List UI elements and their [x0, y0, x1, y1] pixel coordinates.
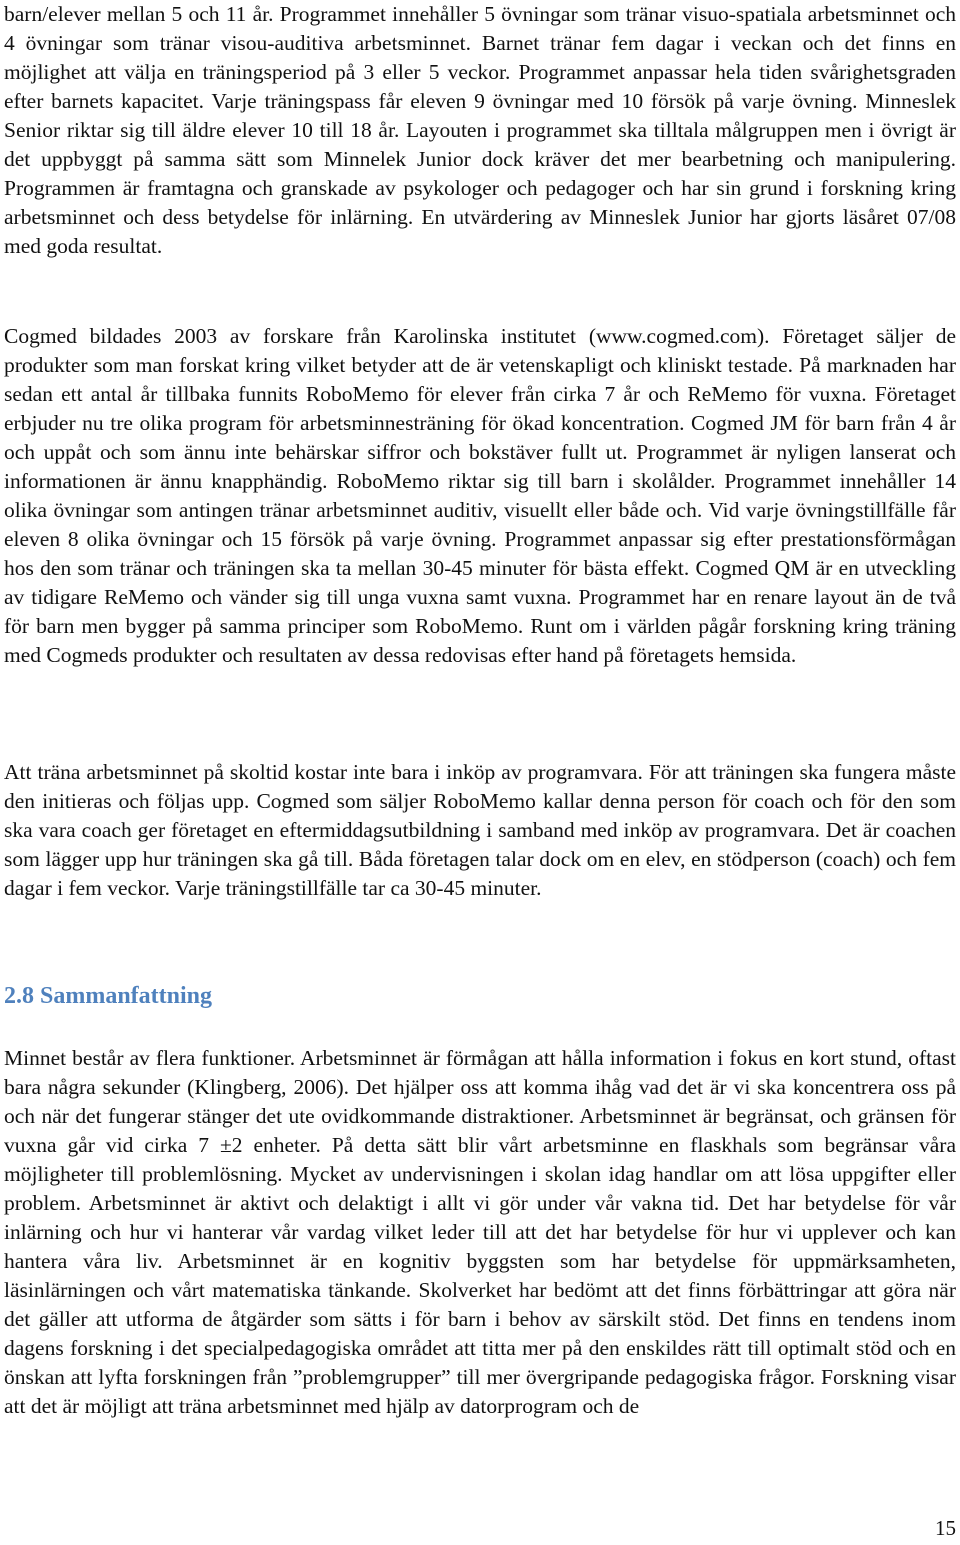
summary-paragraph: Minnet består av flera funktioner. Arbetsminnet är förmågan att hålla information i fokus en kort stund, oftast bara några sekunder (Klingberg, 2006). Det hjälper oss att komma ihåg vad det är vi ska koncentrera oss på och när det fungerar stänger det ute ovidkommande distraktioner. Arbetsminnet är begränsat, och gränsen för vuxna går vid cirka 7 ±2 enheter. På detta sätt blir vårt arbetsminne en flaskhals som begränsar våra möjligheter till problemlösning. Mycket av undervisningen i skolan idag handlar om att lösa uppgifter eller problem. Arbetsminnet är aktivt och delaktigt i allt vi gör under vår vakna tid. Det har betydelse för vår inlärning och hur vi hanterar vår vardag vilket leder till att det har betydelse för hur vi upplever och kan hantera våra liv. Arbetsminnet är en kognitiv byggsten som har betydelse för uppmärksamheten, läsinlärningen och vårt matematiska tänkande. Skolverket har bedömt att det finns förbättringar att göra när det gäller att utforma de åtgärder som sätts i för barn i behov av särskilt stöd. Det finns en tendens inom dagens forskning i det specialpedagogiska området att titta mer på den enskildes rätt till optimalt stöd och en önskan att lyfta forskningen från ”problemgrupper” till mer övergripande pedagogiska frågor. Forskning visar att det är möjligt att träna arbetsminnet med hjälp av datorprogram och de: [4, 1046, 956, 1418]
section-heading: 2.8 Sammanfattning: [4, 983, 213, 1009]
body-paragraph-minneslek: barn/elever mellan 5 och 11 år. Programmet innehåller 5 övningar som tränar visuo-spatiala arbetsminnet och 4 övningar som tränar visou-auditiva arbetsminnet. Barnet tränar fem dagar i veckan och det finns en möjlighet att välja en träningsperiod på 3 eller 5 veckor. Programmet anpassar hela tiden svårighetsgraden efter barnets kapacitet. Varje träningspass får eleven 9 övningar med 10 försök på varje övning. Minneslek Senior riktar sig till äldre elever 10 till 18 år. Layouten i programmet ska tilltala målgruppen men i övrigt är det uppbyggt på samma sätt som Minnelek Junior dock kräver det mer bearbetning och manipulering. Programmen är framtagna och granskade av psykologer och pedagoger och har sin grund i forskning kring arbetsminnet och dess betydelse för inlärning. En utvärdering av Minneslek Junior har gjorts läsåret 07/08 med goda resultat.: [4, 2, 956, 258]
body-paragraph-training-cost: Att träna arbetsminnet på skoltid kostar inte bara i inköp av programvara. För att träningen ska fungera måste den initieras och följas upp. Cogmed som säljer RoboMemo kallar denna person för coach och för den som ska vara coach ger företaget en eftermiddagsutbildning i samband med inköp av programvara. Det är coachen som lägger upp hur träningen ska gå till. Båda företagen talar dock om en elev, en stödperson (coach) och fem dagar i fem veckor. Varje träningstillfälle tar ca 30-45 minuter.: [4, 760, 956, 900]
page-number: 15: [935, 1516, 956, 1540]
body-paragraph-cogmed: Cogmed bildades 2003 av forskare från Karolinska institutet (www.cogmed.com). Företaget säljer de produkter som man forskat kring vilket betyder att de är vetenskapligt och kliniskt testade. På marknaden har sedan ett antal år tillbaka funnits RoboMemo för elever från cirka 7 år och ReMemo för vuxna. Företaget erbjuder nu tre olika program för arbetsminnesträning för ökad koncentration. Cogmed JM för barn från 4 år och uppåt och som ännu inte behärskar siffror och bokstäver fullt ut. Programmet är nyligen lanserat och informationen är ännu knapphändig. RoboMemo riktar sig till barn i skolålder. Programmet innehåller 14 olika övningar som antingen tränar arbetsminnet auditiv, visuellt eller både och. Vid varje övningstillfälle får eleven 8 olika övningar och 15 försök på varje övning. Programmet anpassar sig efter prestationsförmågan hos den som tränar och träningen ska ta mellan 30-45 minuter för bästa effekt. Cogmed QM är en utveckling av tidigare ReMemo och vänder sig till unga vuxna samt vuxna. Programmet har en renare layout än de två för barn men bygger på samma principer som RoboMemo. Runt om i världen pågår forskning kring träning med Cogmeds produkter och resultaten av dessa redovisas efter hand på företagets hemsida.: [4, 324, 956, 667]
